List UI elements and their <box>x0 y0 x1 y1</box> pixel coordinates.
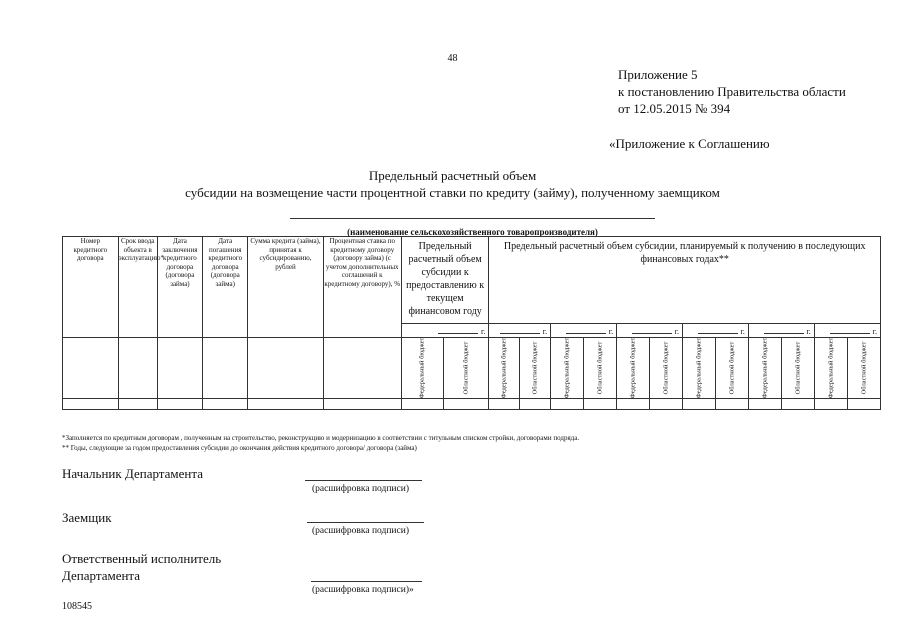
title-line: субсидии на возмещение части процентной ставки по кредиту (займу), полученному заемщиком <box>185 185 720 200</box>
header-repayment-date: Дата погашения кредитного договора (договора займа) <box>203 237 248 338</box>
footnote-1: *Заполняется по кредитным договорам , полученным на строительство, реконструкцию и модернизацию в соответствии с титульным списком стройки, договорами подряда. <box>62 434 580 442</box>
budget-label-regional: Областной бюджет <box>860 341 868 395</box>
budget-label-regional: Областной бюджет <box>794 341 802 395</box>
year-cell: г. <box>551 324 617 338</box>
budget-label-federal: Федеральный бюджет <box>563 337 571 399</box>
signature-role-line: Заемщик <box>62 510 112 525</box>
title-line: Предельный расчетный объем <box>368 168 537 183</box>
budget-row <box>63 338 881 399</box>
budget-label-regional: Областной бюджет <box>531 341 539 395</box>
footnote-2: ** Годы, следующие за годом предоставления субсидии до окончания действия кредитного договора/ договора (займа) <box>62 444 417 452</box>
signature-line <box>307 522 424 523</box>
document-code: 108545 <box>62 601 92 612</box>
signature-role-line: Начальник Департамента <box>62 466 203 481</box>
document-title <box>0 167 905 201</box>
header-contract-number: Номер кредитного договора <box>63 237 119 338</box>
header-planned-years: Предельный расчетный объем субсидии, планируемый к получению в последующих финансовых годах** <box>489 237 881 324</box>
page-number: 48 <box>447 53 458 64</box>
budget-label-federal: Федеральный бюджет <box>629 337 637 399</box>
year-cell: г. <box>401 324 489 338</box>
signature-label: (расшифровка подписи) <box>312 526 409 536</box>
budget-label-federal: Федеральный бюджет <box>761 337 769 399</box>
signature-role-executor <box>62 550 221 584</box>
table-row-empty <box>63 399 881 410</box>
signature-role-line: Департамента <box>62 568 141 583</box>
budget-label-regional: Областной бюджет <box>462 341 470 395</box>
budget-label-federal: Федеральный бюджет <box>827 337 835 399</box>
year-cell: г. <box>748 324 814 338</box>
subsidy-table <box>62 236 881 410</box>
budget-label-regional: Областной бюджет <box>728 341 736 395</box>
budget-label-regional: Областной бюджет <box>596 341 604 395</box>
signature-role-line: Ответственный исполнитель <box>62 551 222 566</box>
header-interest-rate: Процентная ставка по кредитному договору (договору займа) (с учетом дополнительных соглашений к кредитному договору), % <box>323 237 401 338</box>
year-cell: г. <box>617 324 683 338</box>
agreement-reference: «Приложение к Соглашению <box>609 136 770 151</box>
appendix-block <box>618 66 846 117</box>
signature-label: (расшифровка подписи)» <box>312 585 414 595</box>
producer-name-label: (наименование сельскохозяйственного товаропроизводителя) <box>347 227 598 237</box>
year-cell: г. <box>814 324 880 338</box>
budget-label-federal: Федеральный бюджет <box>418 337 426 399</box>
signature-role-borrower <box>62 509 112 526</box>
signature-role-head <box>62 465 203 482</box>
header-loan-amount: Сумма кредита (займа), принятая к субсидированию, рублей <box>248 237 323 338</box>
year-cell: г. <box>682 324 748 338</box>
header-current-year: Предельный расчетный объем субсидии к предоставлению к текущем финансовом году <box>401 237 489 324</box>
appendix-line: к постановлению Правительства области <box>618 84 846 99</box>
budget-label-federal: Федеральный бюджет <box>500 337 508 399</box>
year-cell: г. <box>489 324 551 338</box>
header-conclusion-date: Дата заключения кредитного договора (договора займа) <box>157 237 202 338</box>
signature-line <box>311 581 422 582</box>
header-commissioning-date: Срок ввода объекта в эксплуатацию* <box>118 237 157 338</box>
budget-label-federal: Федеральный бюджет <box>695 337 703 399</box>
appendix-line: от 12.05.2015 № 394 <box>618 101 731 116</box>
signature-label: (расшифровка подписи) <box>312 484 409 494</box>
appendix-line: Приложение 5 <box>618 67 698 82</box>
producer-name-line <box>290 218 655 219</box>
budget-label-regional: Областной бюджет <box>662 341 670 395</box>
signature-line <box>305 480 422 481</box>
